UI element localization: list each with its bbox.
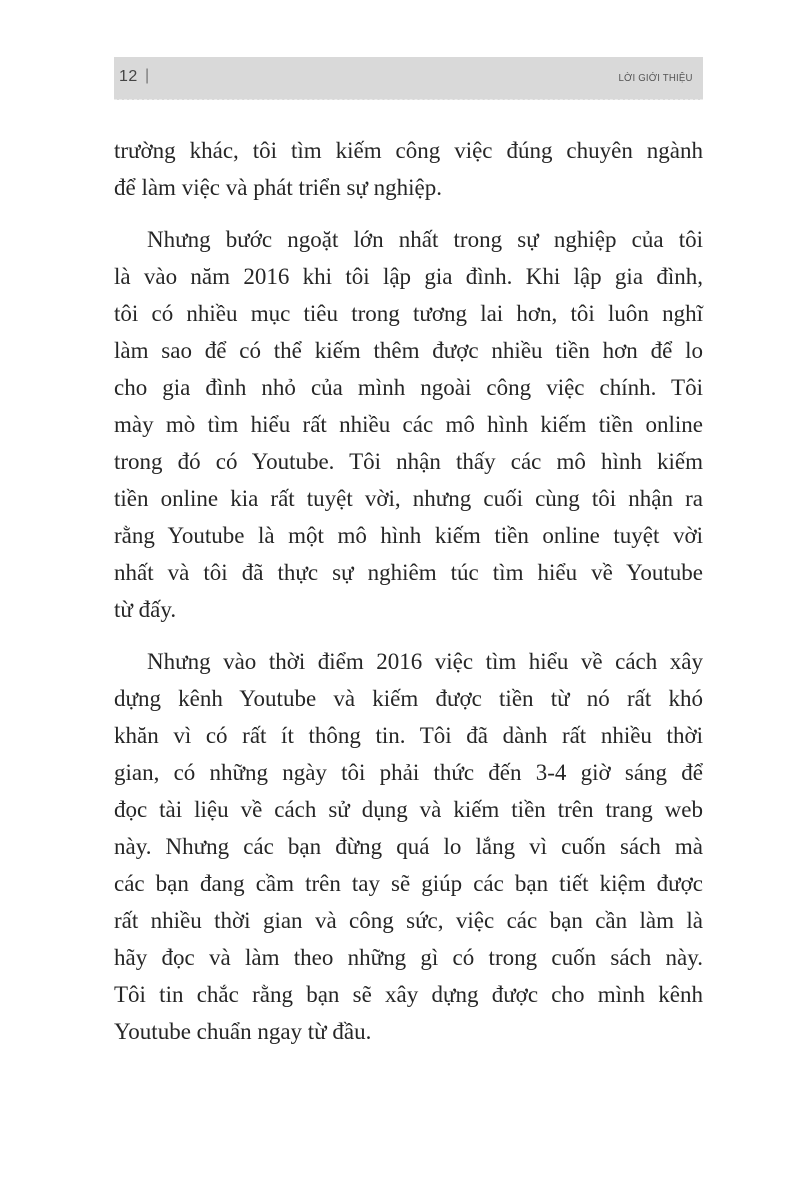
text-line: Nhưng vào thời điểm 2016 việc tìm hiểu về cách xây <box>147 649 703 674</box>
text-line: từ đấy. <box>114 597 177 622</box>
paragraph-2 <box>114 221 703 628</box>
paragraph-3 <box>114 643 703 1050</box>
page-number: 12 <box>119 68 138 85</box>
text-line: để làm việc và phát triển sự nghiệp. <box>114 175 442 200</box>
text-line: Nhưng bước ngoặt lớn nhất trong sự nghiệp của tôi <box>147 227 703 252</box>
running-header <box>114 57 703 100</box>
text-line: làm sao để có thể kiếm thêm được nhiều tiền hơn để lo <box>114 338 703 363</box>
text-line: Tôi tin chắc rằng bạn sẽ xây dựng được cho mình kênh <box>114 982 703 1007</box>
text-line: này. Nhưng các bạn đừng quá lo lắng vì cuốn sách mà <box>114 834 703 859</box>
page-body <box>114 132 703 1065</box>
section-title: LỜI GIỚI THIỆU <box>618 72 693 84</box>
text-line: hãy đọc và làm theo những gì có trong cuốn sách này. <box>114 945 703 970</box>
text-line: gian, có những ngày tôi phải thức đến 3-4 giờ sáng để <box>114 760 703 785</box>
paragraph-1 <box>114 132 703 206</box>
text-line: các bạn đang cầm trên tay sẽ giúp các bạn tiết kiệm được <box>114 871 703 896</box>
text-line: trong đó có Youtube. Tôi nhận thấy các mô hình kiếm <box>114 449 703 474</box>
text-line: rất nhiều thời gian và công sức, việc các bạn cần làm là <box>114 908 703 933</box>
header-separator: | <box>145 67 150 84</box>
text-line: đọc tài liệu về cách sử dụng và kiếm tiền trên trang web <box>114 797 703 822</box>
text-line: cho gia đình nhỏ của mình ngoài công việc chính. Tôi <box>114 375 703 400</box>
text-line: dựng kênh Youtube và kiếm được tiền từ nó rất khó <box>114 686 703 711</box>
text-line: tiền online kia rất tuyệt vời, nhưng cuối cùng tôi nhận ra <box>114 486 703 511</box>
text-line: Youtube chuẩn ngay từ đầu. <box>114 1019 372 1044</box>
text-line: trường khác, tôi tìm kiếm công việc đúng chuyên ngành <box>114 138 703 163</box>
text-line: mày mò tìm hiểu rất nhiều các mô hình kiếm tiền online <box>114 412 703 437</box>
text-line: rằng Youtube là một mô hình kiếm tiền online tuyệt vời <box>114 523 703 548</box>
text-line: tôi có nhiều mục tiêu trong tương lai hơn, tôi luôn nghĩ <box>114 301 703 326</box>
text-line: là vào năm 2016 khi tôi lập gia đình. Khi lập gia đình, <box>114 264 703 289</box>
text-line: nhất và tôi đã thực sự nghiêm túc tìm hiểu về Youtube <box>114 560 703 585</box>
text-line: khăn vì có rất ít thông tin. Tôi đã dành rất nhiều thời <box>114 723 703 748</box>
